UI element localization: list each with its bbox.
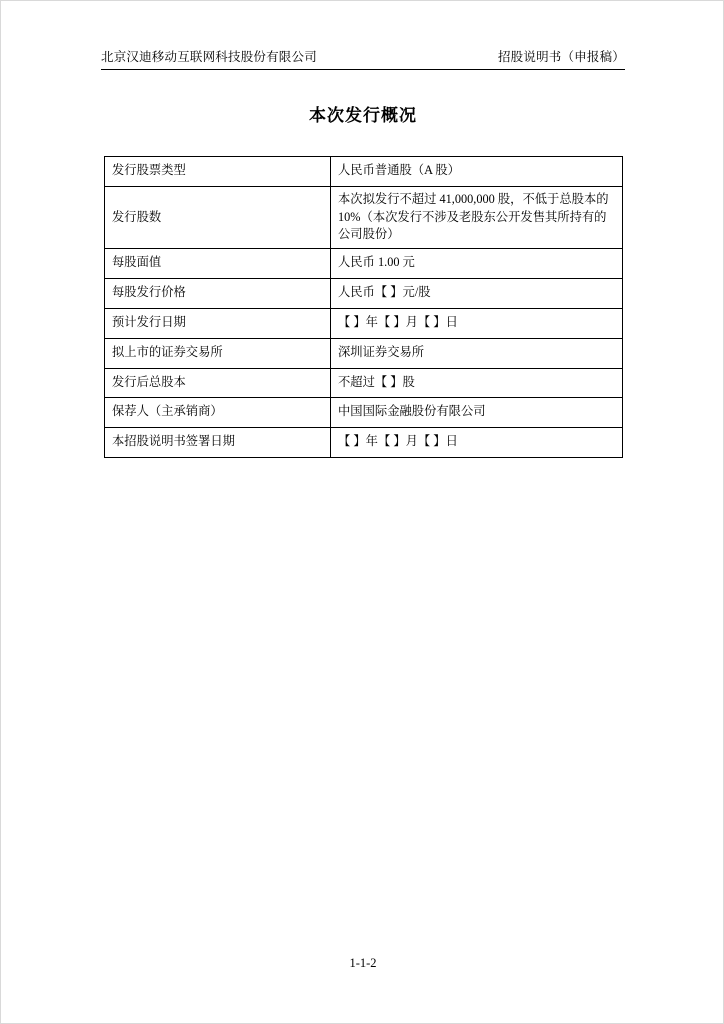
page-title: 本次发行概况 xyxy=(309,106,417,126)
row-label: 每股发行价格 xyxy=(105,279,331,309)
row-label: 发行股票类型 xyxy=(105,157,331,187)
table-row xyxy=(105,338,623,368)
row-value: 人民币 1.00 元 xyxy=(331,249,623,279)
table-row xyxy=(105,279,623,309)
table-row xyxy=(105,428,623,458)
offering-overview-table xyxy=(104,156,623,458)
table-row xyxy=(105,157,623,187)
row-value: 人民币普通股（A 股） xyxy=(331,157,623,187)
row-label: 发行股数 xyxy=(105,186,331,248)
table-row xyxy=(105,308,623,338)
row-value: 人民币【 】元/股 xyxy=(331,279,623,309)
row-label: 本招股说明书签署日期 xyxy=(105,428,331,458)
row-value: 【 】年【 】月【 】日 xyxy=(331,308,623,338)
row-label: 预计发行日期 xyxy=(105,308,331,338)
page-content xyxy=(101,1,625,1023)
row-value: 【 】年【 】月【 】日 xyxy=(331,428,623,458)
row-label: 每股面值 xyxy=(105,249,331,279)
row-label: 保荐人（主承销商） xyxy=(105,398,331,428)
page-number: 1-1-2 xyxy=(349,956,377,970)
table-row xyxy=(105,398,623,428)
header-doc-type: 招股说明书（申报稿） xyxy=(497,50,625,64)
row-value: 本次拟发行不超过 41,000,000 股，不低于总股本的 10%（本次发行不涉及老股东公开发售其所持有的公司股份） xyxy=(331,186,623,248)
running-header xyxy=(101,49,625,70)
row-value: 中国国际金融股份有限公司 xyxy=(331,398,623,428)
table-row xyxy=(105,249,623,279)
header-company-name: 北京汉迪移动互联网科技股份有限公司 xyxy=(101,50,317,64)
row-value: 不超过【 】股 xyxy=(331,368,623,398)
row-value: 深圳证券交易所 xyxy=(331,338,623,368)
row-label: 发行后总股本 xyxy=(105,368,331,398)
table-row xyxy=(105,186,623,248)
row-label: 拟上市的证券交易所 xyxy=(105,338,331,368)
table-row xyxy=(105,368,623,398)
